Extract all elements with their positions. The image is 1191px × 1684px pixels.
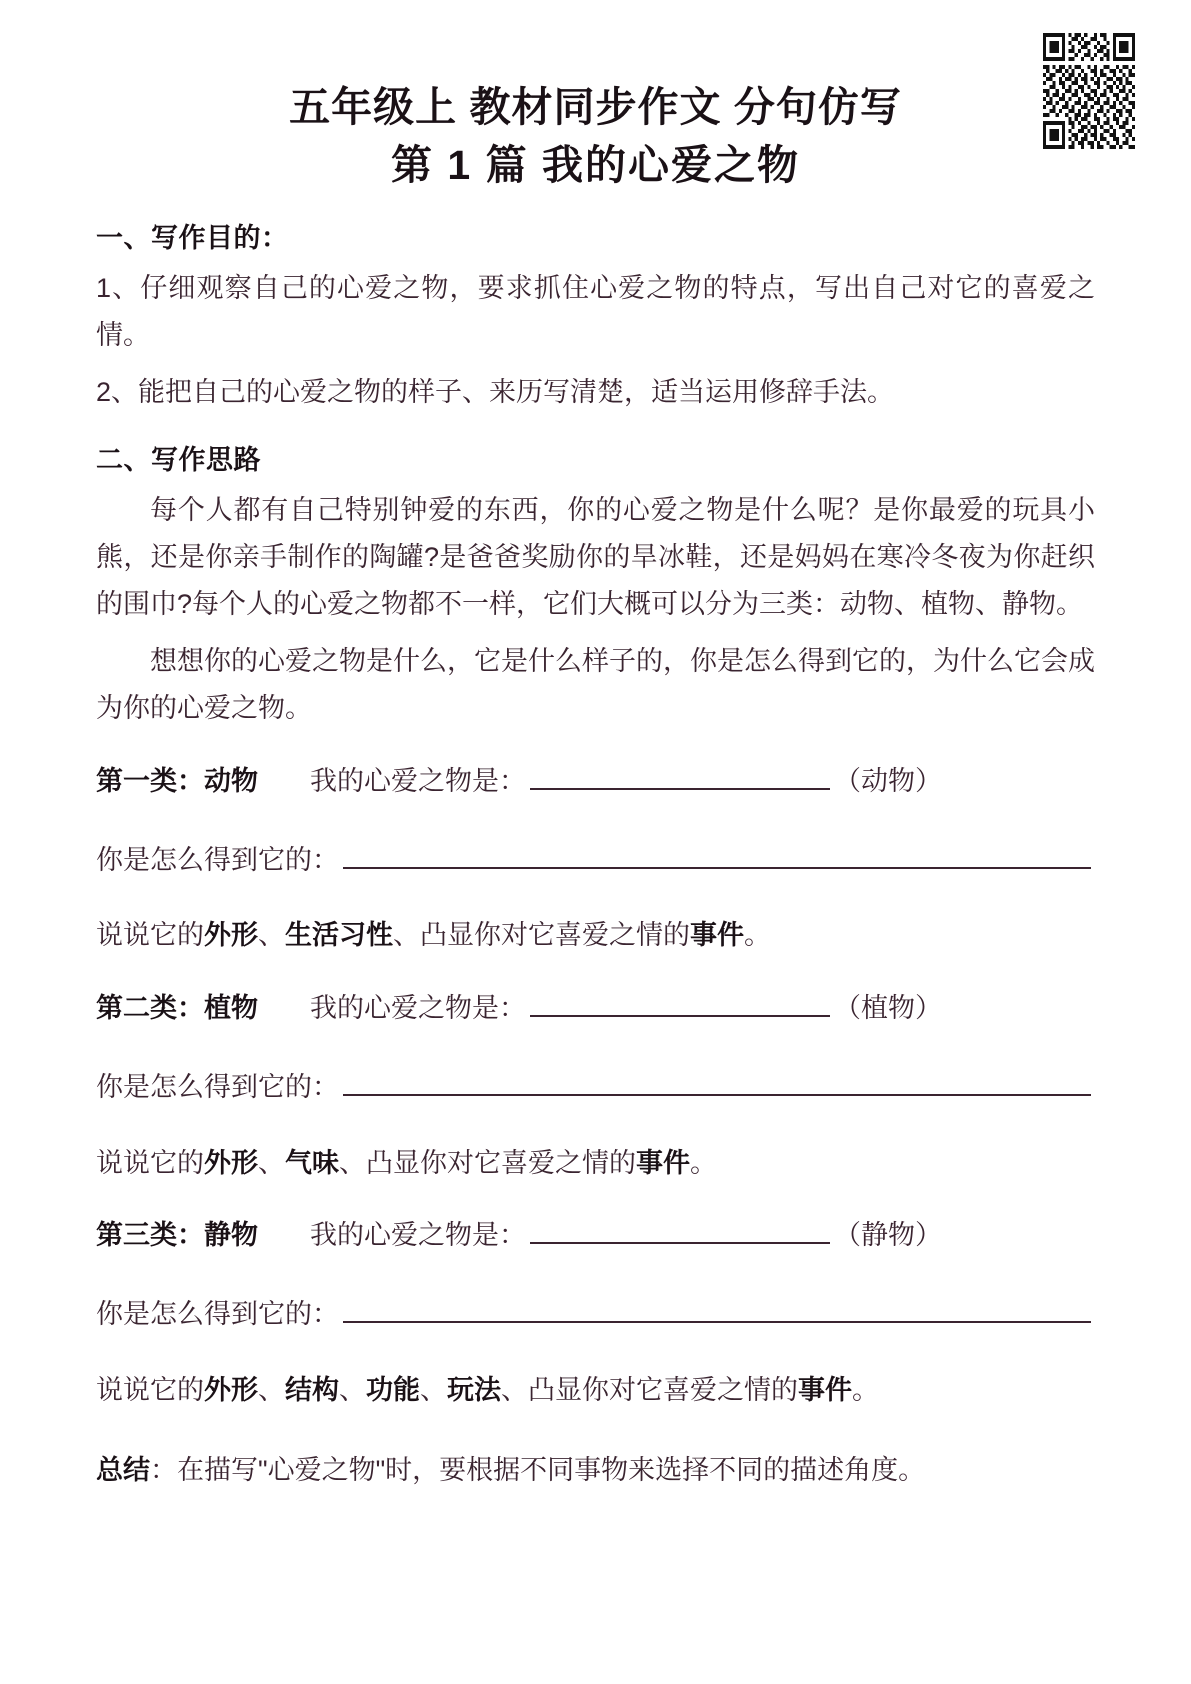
describe-suffix: 。 bbox=[690, 1147, 717, 1178]
describe-prefix: 说说它的 bbox=[96, 1147, 204, 1178]
how-obtained-prompt: 你是怎么得到它的： bbox=[96, 844, 339, 875]
describe-keyword: 玩法 bbox=[447, 1374, 501, 1405]
favorite-thing-prompt: 我的心爱之物是： bbox=[310, 993, 526, 1024]
category-label: 第二类：植物 bbox=[96, 993, 258, 1024]
favorite-thing-blank[interactable] bbox=[530, 981, 830, 1017]
category-block bbox=[96, 754, 1095, 959]
how-obtained-prompt: 你是怎么得到它的： bbox=[96, 1071, 339, 1102]
describe-separator: 、 bbox=[258, 920, 285, 951]
categories-container bbox=[96, 754, 1095, 1414]
describe-keyword: 生活习性 bbox=[285, 920, 393, 951]
describe-row bbox=[96, 913, 1095, 959]
describe-row bbox=[96, 1141, 1095, 1187]
category-title-row bbox=[96, 754, 1095, 805]
describe-row bbox=[96, 1368, 1095, 1414]
purpose-item-1: 1、仔细观察自己的心爱之物，要求抓住心爱之物的特点，写出自己对它的喜爱之情。 bbox=[96, 273, 1095, 351]
favorite-thing-prompt: 我的心爱之物是： bbox=[310, 765, 526, 796]
how-obtained-blank[interactable] bbox=[343, 1060, 1091, 1096]
summary-text: ：在描写"心爱之物"时，要根据不同事物来选择不同的描述角度。 bbox=[150, 1454, 926, 1485]
describe-keyword-end: 事件 bbox=[798, 1374, 852, 1405]
describe-separator: 、 bbox=[339, 1374, 366, 1405]
category-paren: （植物） bbox=[834, 993, 942, 1024]
describe-suffix: 。 bbox=[744, 920, 771, 951]
favorite-thing-blank[interactable] bbox=[530, 1209, 830, 1245]
describe-keyword: 结构 bbox=[285, 1374, 339, 1405]
describe-keyword: 外形 bbox=[204, 1374, 258, 1405]
describe-keyword: 外形 bbox=[204, 920, 258, 951]
describe-keyword-end: 事件 bbox=[636, 1147, 690, 1178]
describe-mid: 、凸显你对它喜爱之情的 bbox=[393, 920, 690, 951]
purpose-heading: 一、写作目的： bbox=[96, 223, 289, 254]
describe-keyword-end: 事件 bbox=[690, 920, 744, 951]
how-obtained-blank[interactable] bbox=[343, 833, 1091, 869]
describe-mid: 、凸显你对它喜爱之情的 bbox=[339, 1147, 636, 1178]
favorite-thing-blank[interactable] bbox=[530, 754, 830, 790]
how-obtained-blank[interactable] bbox=[343, 1287, 1091, 1323]
describe-keyword: 功能 bbox=[366, 1374, 420, 1405]
favorite-thing-prompt: 我的心爱之物是： bbox=[310, 1220, 526, 1251]
category-label: 第三类：静物 bbox=[96, 1220, 258, 1251]
how-obtained-prompt: 你是怎么得到它的： bbox=[96, 1298, 339, 1329]
describe-prefix: 说说它的 bbox=[96, 920, 204, 951]
qr-code-icon bbox=[1043, 33, 1135, 149]
describe-keyword: 外形 bbox=[204, 1147, 258, 1178]
category-block bbox=[96, 1209, 1095, 1414]
approach-heading: 二、写作思路 bbox=[96, 445, 261, 476]
category-title-row bbox=[96, 1209, 1095, 1260]
describe-prefix: 说说它的 bbox=[96, 1374, 204, 1405]
describe-suffix: 。 bbox=[852, 1374, 879, 1405]
describe-keyword: 气味 bbox=[285, 1147, 339, 1178]
describe-separator: 、 bbox=[258, 1374, 285, 1405]
category-paren: （动物） bbox=[834, 765, 942, 796]
purpose-item-2: 2、能把自己的心爱之物的样子、来历写清楚，适当运用修辞手法。 bbox=[96, 377, 895, 408]
describe-separator: 、 bbox=[258, 1147, 285, 1178]
how-obtained-row bbox=[96, 1287, 1095, 1338]
how-obtained-row bbox=[96, 833, 1095, 884]
approach-paragraph-2: 想想你的心爱之物是什么，它是什么样子的，你是怎么得到它的，为什么它会成为你的心爱之物。 bbox=[96, 646, 1095, 724]
page-title: 五年级上 教材同步作文 分句仿写 bbox=[289, 84, 902, 130]
category-label: 第一类：动物 bbox=[96, 765, 258, 796]
page-subtitle: 第 1 篇 我的心爱之物 bbox=[391, 142, 800, 189]
describe-separator: 、 bbox=[420, 1374, 447, 1405]
approach-paragraph-1: 每个人都有自己特别钟爱的东西，你的心爱之物是什么呢？是你最爱的玩具小熊，还是你亲手制作的陶罐?是爸爸奖励你的旱冰鞋，还是妈妈在寒冷冬夜为你赶织的围巾?每个人的心爱之物都不一样，它们大概可以分为三类：动物、植物、静物。 bbox=[96, 495, 1095, 620]
category-paren: （静物） bbox=[834, 1220, 942, 1251]
category-title-row bbox=[96, 981, 1095, 1032]
title-block bbox=[96, 0, 1095, 194]
summary-label: 总结 bbox=[96, 1454, 150, 1485]
describe-mid: 、凸显你对它喜爱之情的 bbox=[501, 1374, 798, 1405]
summary-row bbox=[96, 1448, 1095, 1494]
how-obtained-row bbox=[96, 1060, 1095, 1111]
category-block bbox=[96, 981, 1095, 1186]
